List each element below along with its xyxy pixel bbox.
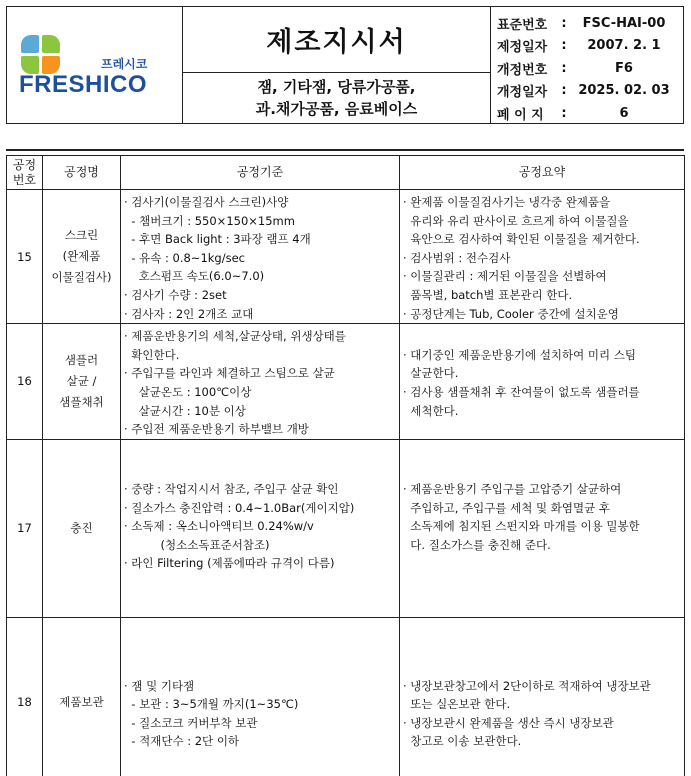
process-standard-line: [124, 639, 396, 658]
process-standard-line: - 보관 : 3~5개월 까지(1~35℃): [124, 697, 299, 712]
meta-row: 제정일자 : 2007. 2. 1: [497, 35, 677, 58]
process-standard-line: · 검사기 수량 : 2set: [124, 287, 227, 302]
process-standard-line: - 유속 : 0.8~1kg/sec: [124, 250, 245, 265]
process-standard-line: 확인한다.: [124, 347, 180, 362]
process-standard-line: - 챔버크기 : 550×150×15mm: [124, 213, 295, 228]
process-standard-line: · 잼 및 기타잼: [124, 678, 195, 693]
meta-value: 2007. 2. 1: [587, 38, 661, 54]
process-name: [43, 190, 121, 324]
table-header-row: [7, 156, 685, 190]
process-summary-line: · 이물질관리 : 제거된 이물질을 선별하여: [403, 269, 607, 284]
process-standard-line: · 주입구를 라인과 체결하고 스팀으로 살균: [124, 366, 335, 381]
process-number: 18: [7, 617, 43, 776]
process-summary-line: 주입하고, 주입구를 세척 및 화염멸균 후: [403, 500, 610, 515]
process-summary-line: [403, 461, 681, 480]
document-title: 제조지시서: [183, 7, 490, 73]
process-name-line: (완제품: [62, 249, 101, 264]
process-summary-line: [403, 621, 681, 640]
process-number: 15: [7, 190, 43, 324]
process-standard-line: [124, 621, 396, 640]
process-standard-line: [124, 461, 396, 480]
meta-key: 개정번호: [497, 62, 548, 78]
process-name-line: 살균 /: [66, 373, 97, 388]
process-summary-line: · 검사용 샘플채취 후 잔여물이 없도록 샘플러를: [403, 384, 640, 399]
process-number: 16: [7, 324, 43, 440]
process-summary-line: 유리와 유리 판사이로 흐르게 하여 이물질을: [403, 213, 629, 228]
process-standard: [121, 617, 400, 776]
document-meta: [491, 7, 683, 123]
process-name-line: 제품보관: [59, 694, 104, 709]
process-summary-line: [403, 443, 681, 462]
process-table: [6, 155, 685, 776]
process-name-line: 샘플채취: [59, 394, 104, 409]
process-standard-line: 살균온도 : 100℃이상: [124, 384, 252, 399]
process-standard: [121, 324, 400, 440]
process-summary-line: · 공정단계는 Tub, Cooler 중간에 설치운영: [403, 306, 619, 321]
table-row: [7, 439, 685, 617]
process-summary-line: · 검사범위 : 전수검사: [403, 250, 511, 265]
process-name: [43, 324, 121, 440]
logo-english-text: FRESHICO: [19, 71, 148, 98]
meta-key: 개정일자: [497, 85, 548, 101]
process-summary-line: · 냉장보관시 완제품을 생산 즉시 냉장보관: [403, 715, 614, 730]
process-standard-line: - 적재단수 : 2단 이하: [124, 734, 240, 749]
meta-value: 2025. 02. 03: [578, 83, 670, 99]
process-standard-line: 호스펌프 속도(6.0~7.0): [124, 269, 265, 284]
process-standard-line: 살균시간 : 10분 이상: [124, 403, 246, 418]
header-process-standard: 공정기준: [121, 156, 400, 190]
process-summary: [400, 617, 685, 776]
meta-key: 제정일자: [497, 40, 548, 56]
process-standard-line: - 질소코크 커버부착 보관: [124, 715, 258, 730]
process-name: [43, 617, 121, 776]
process-standard-line: [124, 443, 396, 462]
process-standard-line: - 후면 Back light : 3파장 램프 4개: [124, 232, 311, 247]
process-summary-line: 소독제에 침지된 스펀지와 마개를 이용 밀봉한: [403, 519, 640, 534]
process-standard-line: · 질소가스 충진압력 : 0.4~1.0Bar(게이지압): [124, 500, 355, 515]
process-standard-line: · 중량 : 작업지시서 참조, 주입구 살균 확인: [124, 481, 339, 496]
meta-row: 개정번호 : F6: [497, 57, 677, 80]
process-name-line: 스크린: [64, 228, 99, 243]
process-summary-line: 또는 실온보관 한다.: [403, 697, 511, 712]
process-summary-line: [403, 327, 681, 346]
process-summary: [400, 439, 685, 617]
process-standard-line: · 라인 Filtering (제품에따라 규격이 다름): [124, 556, 335, 571]
process-summary-line: 육안으로 검사하여 확인된 이물질을 제거한다.: [403, 232, 640, 247]
process-standard: [121, 439, 400, 617]
process-name-line: 이물질검사): [51, 270, 112, 285]
process-name: [43, 439, 121, 617]
meta-value: FSC-HAI-00: [582, 15, 666, 31]
process-name-line: 충진: [70, 520, 93, 535]
document-header: [6, 6, 684, 124]
process-standard-line: · 검사자 : 2인 2개조 교대: [124, 306, 254, 321]
process-summary-line: 창고로 이송 보관한다.: [403, 734, 522, 749]
process-summary-line: · 제품운반용기 주입구를 고압증기 살균하여: [403, 481, 622, 496]
process-summary-line: · 완제품 이물질검사기는 냉각중 완제품을: [403, 195, 611, 209]
process-standard-line: (청소소독표준서참조): [124, 537, 270, 552]
meta-key: 표준번호: [497, 17, 548, 33]
process-summary-line: 세척한다.: [403, 403, 459, 418]
company-logo: [7, 7, 183, 123]
process-summary: [400, 190, 685, 324]
divider: [6, 149, 684, 151]
header-process-no: 공정 번호: [7, 156, 43, 190]
table-row: [7, 190, 685, 324]
process-summary-line: [403, 658, 681, 677]
subtitle-line: 과.채가공품, 음료베이스: [255, 100, 418, 118]
process-standard-line: · 소독제 : 옥소니아액티브 0.24%w/v: [124, 519, 314, 534]
process-summary-line: [403, 639, 681, 658]
meta-row: 표준번호 : FSC-HAI-00: [497, 12, 677, 35]
process-standard: [121, 190, 400, 324]
meta-key: 페 이 지: [497, 107, 544, 123]
process-summary-line: · 대기중인 제품운반용기에 설치하여 미리 스팀: [403, 347, 637, 362]
process-summary-line: 품목별, batch별 표본관리 한다.: [403, 287, 573, 302]
meta-value: 6: [619, 105, 629, 121]
process-summary-line: 살균한다.: [403, 366, 459, 381]
process-name-line: 샘플러: [64, 352, 99, 367]
subtitle-line: 잼, 기타잼, 당류가공품,: [257, 78, 416, 96]
header-process-summary: 공정요약: [400, 156, 685, 190]
title-block: [183, 7, 491, 123]
process-standard-line: · 검사기(이물질검사 스크린)사양: [124, 195, 289, 209]
process-summary-line: 다. 질소가스를 충진해 준다.: [403, 537, 551, 552]
document-subtitle: [183, 73, 490, 123]
logo-mark-icon: [21, 35, 61, 75]
process-standard-line: · 제품운반용기의 세척,살균상태, 위생상태를: [124, 329, 346, 344]
process-standard-line: · 주입전 제품운반용기 하부밸브 개방: [124, 422, 309, 437]
table-row: [7, 617, 685, 776]
meta-row: 개정일자 : 2025. 02. 03: [497, 80, 677, 103]
header-process-name: 공정명: [43, 156, 121, 190]
process-summary: [400, 324, 685, 440]
process-number: 17: [7, 439, 43, 617]
process-standard-line: [124, 658, 396, 677]
process-summary-line: · 냉장보관창고에서 2단이하로 적재하여 냉장보관: [403, 678, 651, 693]
logo-korean-text: 프레시코: [101, 57, 148, 71]
table-row: [7, 324, 685, 440]
meta-value: F6: [615, 60, 633, 76]
meta-row: 페 이 지 : 6: [497, 102, 677, 125]
